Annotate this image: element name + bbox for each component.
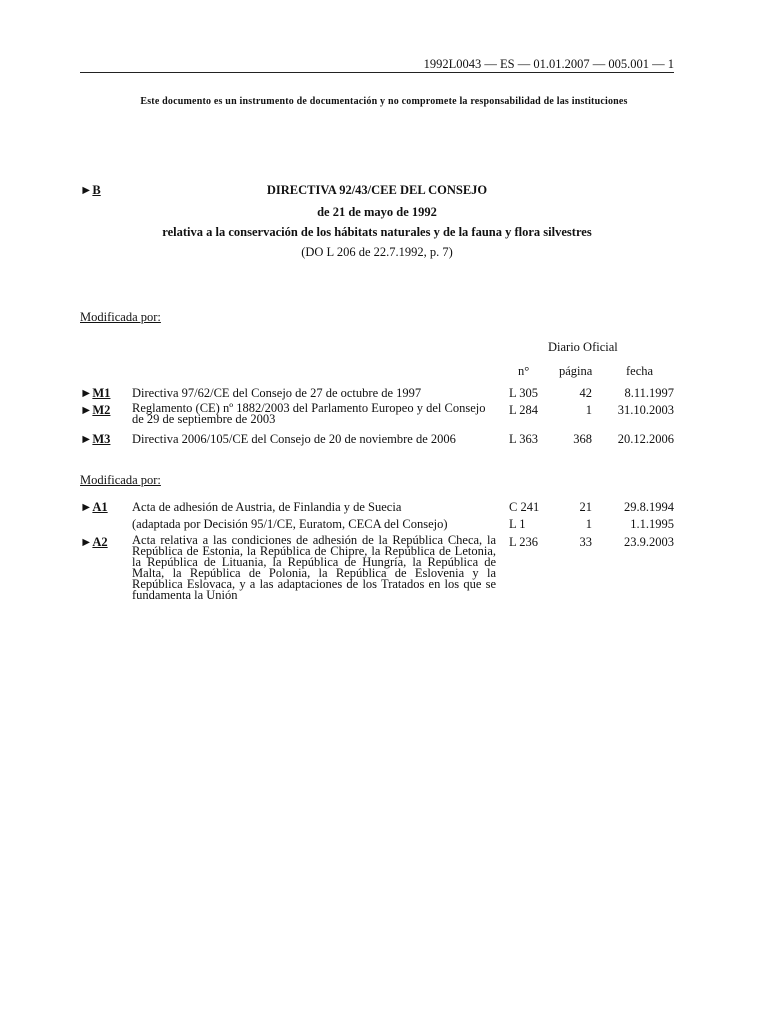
amendment-text: Reglamento (CE) nº 1882/2003 del Parlamento Europeo y del Consejo de 29 de septiembre de 2003 [132, 401, 486, 426]
arrow-icon: ► [80, 183, 93, 197]
header-rule [80, 72, 674, 73]
amended-heading: Modificada por: [80, 310, 161, 324]
marker-label: M3 [92, 432, 111, 446]
document-id: 1992L0043 — ES — 01.01.2007 — 005.001 — 1 [423, 57, 674, 71]
marker-label: A1 [92, 500, 108, 514]
marker-m3[interactable] [80, 432, 110, 447]
journal-date: 31.10.2003 [617, 403, 674, 417]
col-date-header: fecha [626, 364, 654, 378]
journal-no: L 236 [509, 535, 539, 549]
arrow-icon: ► [80, 432, 93, 446]
journal-page: 33 [579, 535, 592, 549]
directive-title: DIRECTIVA 92/43/CEE DEL CONSEJO [266, 183, 488, 197]
accession-text: (adaptada por Decisión 95/1/CE, Euratom, CECA del Consejo) [132, 517, 448, 531]
accession-heading: Modificada por: [80, 473, 161, 487]
journal-no: L 1 [509, 517, 526, 531]
journal-heading: Diario Oficial [548, 340, 618, 354]
col-page-header: página [559, 364, 593, 378]
journal-no: L 305 [509, 386, 539, 400]
journal-date: 23.9.2003 [624, 535, 674, 549]
arrow-icon: ► [80, 386, 93, 400]
journal-page: 1 [585, 517, 592, 531]
journal-page: 42 [579, 386, 592, 400]
disclaimer: Este documento es un instrumento de documentación y no compromete la responsabilidad de las instituciones [140, 96, 628, 107]
journal-page: 21 [579, 500, 592, 514]
journal-date: 8.11.1997 [624, 386, 674, 400]
marker-label: M2 [92, 403, 111, 417]
marker-label: B [92, 183, 101, 197]
directive-reference: (DO L 206 de 22.7.1992, p. 7) [301, 245, 453, 259]
journal-date: 29.8.1994 [624, 500, 674, 514]
journal-no: L 284 [509, 403, 539, 417]
marker-label: M1 [92, 386, 111, 400]
journal-date: 20.12.2006 [617, 432, 674, 446]
marker-a1[interactable] [80, 500, 108, 515]
directive-subject: relativa a la conservación de los hábitats naturales y de la fauna y flora silvestres [162, 225, 592, 239]
journal-page: 368 [573, 432, 592, 446]
marker-m1[interactable] [80, 386, 110, 401]
arrow-icon: ► [80, 403, 93, 417]
arrow-icon: ► [80, 535, 93, 549]
accession-text: Acta de adhesión de Austria, de Finlandia y de Suecia [132, 500, 402, 514]
marker-label: A2 [92, 535, 108, 549]
marker-a2[interactable] [80, 535, 108, 550]
journal-no: C 241 [509, 500, 540, 514]
directive-date: de 21 de mayo de 1992 [317, 205, 437, 219]
marker-m2[interactable] [80, 403, 110, 418]
journal-no: L 363 [509, 432, 539, 446]
amendment-text: Directiva 97/62/CE del Consejo de 27 de octubre de 1997 [132, 386, 422, 400]
accession-text: Acta relativa a las condiciones de adhesión de la República Checa, la República de Estonia, la República de Chipre, la República de Letonia, la República de Lituania, la República de Hungría, la República de Malta, la República de Polonia, la República de Eslovenia y la República Eslovaca, y a las adaptaciones de los Tratados en los que se fundamenta la Unión [132, 533, 496, 602]
journal-date: 1.1.1995 [630, 517, 674, 531]
col-no-header: n° [518, 364, 530, 378]
amendment-text: Directiva 2006/105/CE del Consejo de 20 de noviembre de 2006 [132, 432, 456, 446]
arrow-icon: ► [80, 500, 93, 514]
journal-page: 1 [585, 403, 592, 417]
